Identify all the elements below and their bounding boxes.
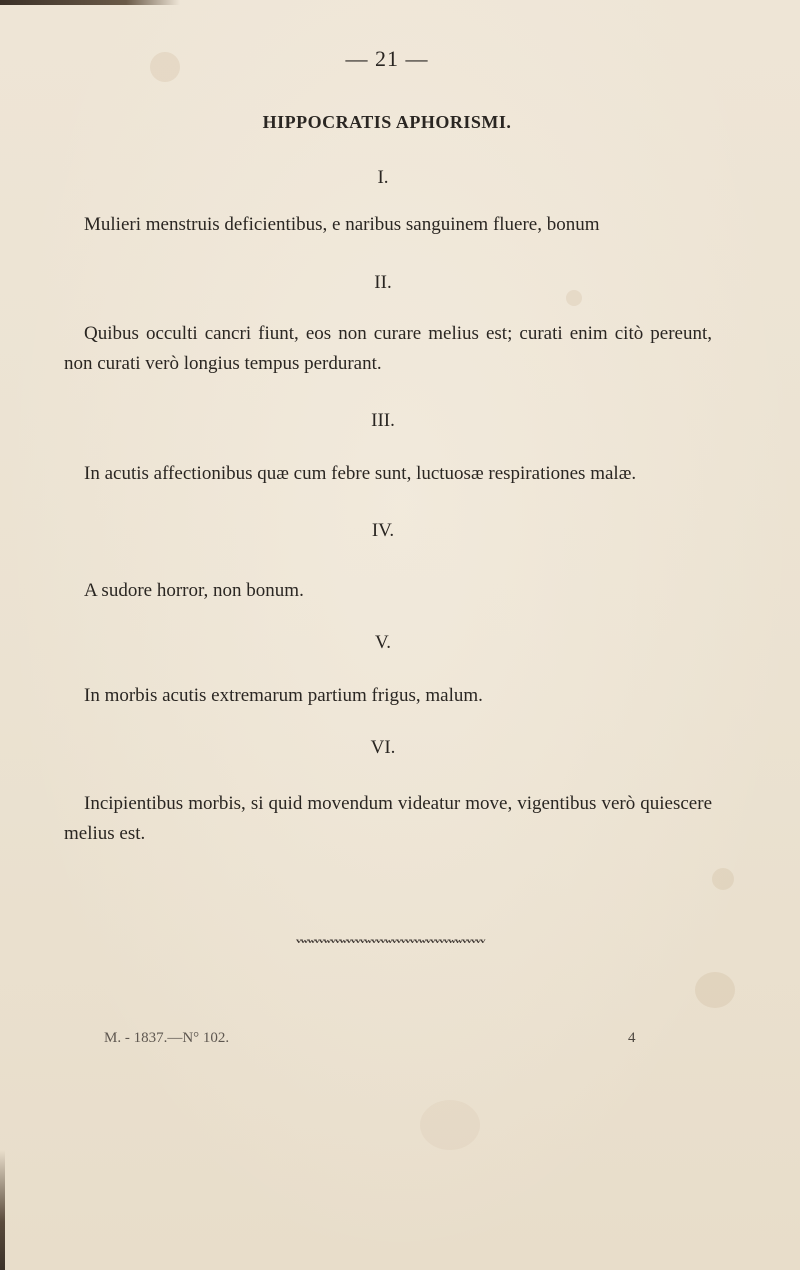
- aphorism-numeral: IV.: [371, 520, 395, 541]
- aphorism-numeral: II.: [374, 272, 392, 293]
- aphorism-text: Incipientibus morbis, si quid movendum videatur move, vigentibus verò quiescere melius est.: [64, 793, 712, 844]
- decorative-rule: vwwvvwvvwvvvvwvvvwvvvvvvwvvvvvwwvvvvv: [296, 937, 485, 945]
- aphorism-numeral: I.: [377, 167, 389, 188]
- aphorism-numeral: V.: [374, 632, 392, 653]
- aphorism-numeral: III.: [371, 410, 395, 431]
- aphorism-text: In morbis acutis extremarum partium frigus, malum.: [84, 685, 483, 706]
- page-edge-shadow: [0, 1150, 5, 1270]
- aphorism-text: In acutis affectionibus quæ cum febre sunt, luctuosæ respirationes malæ.: [84, 463, 637, 484]
- aphorism-text: Quibus occulti cancri fiunt, eos non curare melius est; curati enim citò pereunt, non curati verò longius tempus perdurant.: [64, 323, 712, 374]
- paper-stain: [695, 972, 735, 1008]
- page-edge-shadow: [0, 0, 180, 5]
- printer-signature: M. - 1837.—N° 102.: [104, 1030, 230, 1046]
- paper-stain: [420, 1100, 480, 1150]
- page-title: HIPPOCRATIS APHORISMI.: [262, 112, 512, 132]
- paper-stain: [712, 868, 734, 890]
- page-number: — 21 —: [345, 46, 429, 71]
- aphorism-text: Mulieri menstruis deficientibus, e naribus sanguinem fluere, bonum: [84, 214, 600, 235]
- aphorism-text: A sudore horror, non bonum.: [84, 580, 304, 601]
- aphorism-numeral: VI.: [370, 737, 396, 758]
- sheet-number: 4: [628, 1030, 636, 1046]
